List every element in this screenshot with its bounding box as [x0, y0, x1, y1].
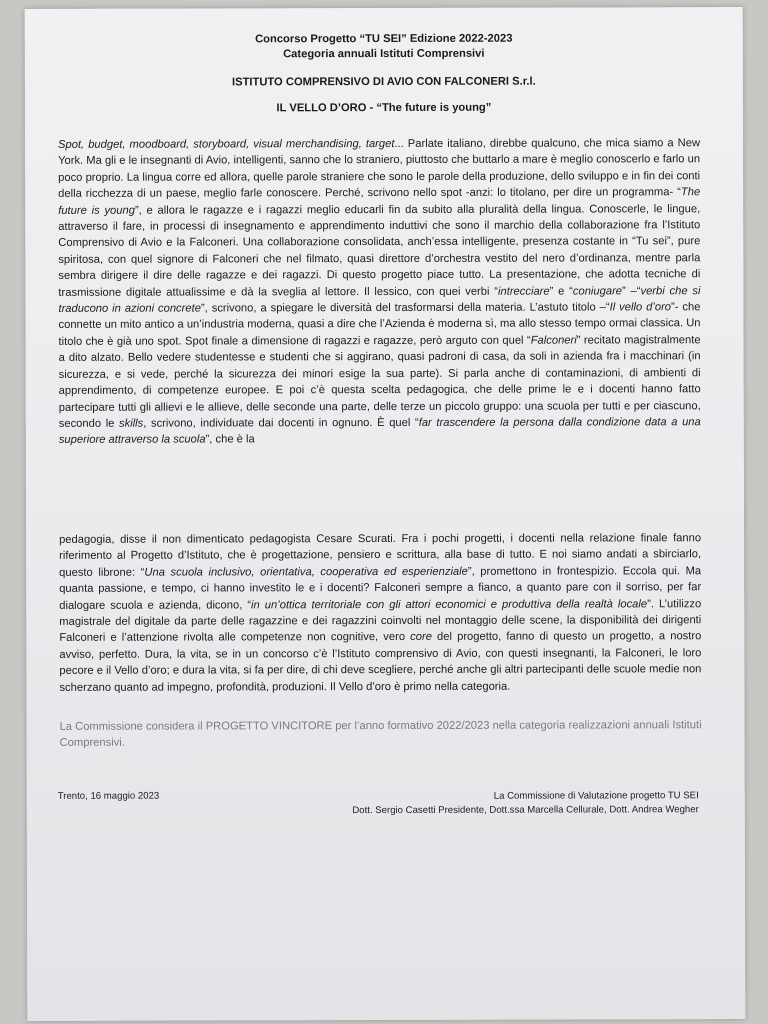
text-run: ”, che è la	[205, 433, 255, 446]
category-title: Categoria annuali Istituti Comprensivi	[283, 47, 485, 61]
document-header	[25, 31, 743, 115]
text-italic: Falconeri	[530, 334, 577, 347]
evaluation-paragraph-1	[58, 135, 701, 448]
text-italic: far trascendere la persona dalla condizione data a una superiore attraverso la scuola	[58, 416, 701, 447]
text-run: del progetto, fanno di questo un progetto, a nostro avviso, perfetto. Dura, la vita, se in un concorso c’è l’Istituto comprensivo di Avio, con questi insegnanti, la Falconeri, le loro pecore e il Vello d’oro; e dura la vita, si fa per dire, di chi deve scegliere, perché anche gli altri partecipanti delle scuole medie non scherzano quanto ad impegno, profondità, produzioni. Il Vello d’oro è primo nella categoria.	[59, 630, 702, 694]
text-italic: Spot, budget, moodboard, storyboard, visual merchandising, target	[58, 137, 395, 151]
competition-title: Concorso Progetto “TU SEI” Edizione 2022-2023	[255, 32, 513, 46]
document-date: Trento, 16 maggio 2023	[57, 790, 160, 802]
text-italic: The future is young	[58, 186, 701, 217]
committee-members: Dott. Sergio Casetti Presidente, Dott.ssa Marcella Cellurale, Dott. Andrea Wegher	[352, 804, 699, 817]
document-page	[25, 7, 746, 1021]
text-run: pedagogia, disse il non dimenticato pedagogista Cesare Scurati. Fra i pochi progetti, i docenti nella relazione finale fanno riferimento al Progetto d’Istituto, che è progettazione, pensiero e scrittura, alla base di tutto. E noi siamo andati a sbirciarlo, questo librone: “	[59, 532, 702, 579]
text-italic: coniugare	[572, 285, 623, 298]
commission-verdict: La Commissione considera il PROGETTO VINCITORE per l’anno formativo 2022/2023 nella categoria realizzazioni annuali Istituti Comprensivi.	[59, 719, 702, 750]
text-run: ” e “	[549, 285, 573, 298]
text-italic: verbi che si traducono in azioni concrete	[58, 284, 701, 315]
text-italic: intrecciare	[497, 285, 550, 298]
text-italic: in un’ottica territoriale con gli attori economici e produttiva della realtà locale	[251, 597, 648, 611]
school-name: ISTITUTO COMPRENSIVO DI AVIO CON FALCONERI S.r.l.	[231, 75, 536, 89]
text-run: , scrivono, individuate dai docenti in ognuno. È quel “	[143, 416, 419, 430]
committee-name: La Commissione di Valutazione progetto TU SEI	[493, 790, 699, 802]
signature-block	[352, 789, 699, 818]
text-run: ... Parlate italiano, direbbe qualcuno, che mica siamo a New York. Ma gli e le insegnanti di Avio, intelligenti, sanno che lo straniero, piuttosto che buttarlo a mare è meglio conoscerlo e farlo un poco proprio. La lingua corre ed allora, quelle parole straniere che sono le parole della produzione, dello sviluppo e in fin dei conti della ricchezza di un paese, meglio farle conoscere. Perché, scrivono nello spot -anzi: lo titolano, per dire un programma- “	[58, 137, 701, 201]
text-run: ”- che connette un mito antico a un’industria moderna, quasi a dire che l’Azienda è moderna sì, ma allo stesso tempo ormai classica. Un titolo che è già uno spot. Spot finale a dimensione di ragazzi e ragazze, però arguto con quel “	[58, 301, 701, 348]
text-run: ” –“	[621, 284, 641, 298]
text-italic: skills	[118, 417, 144, 430]
text-run: ”, e allora le ragazze e i ragazzi meglio educarli fin da subito alla pluralità della lingua. Conoscerle, le lingue, attraverso il fare, in processi di insegnamento e apprendimento induttivi che sono il marchio della collaborazione fra l’Istituto Comprensivo di Avio e la Falconeri. Una collaborazione consolidata, anch’essa intelligente, presenza costante in “Tu sei”, pure spiritosa, con quel signore di Falconeri che nel filmato, quasi direttore d’orchestra vestito del nero d’ordinanza, mentre parla sembra dirigere il dire delle ragazze e dei ragazzi. Di questo progetto piace tutto. La presentazione, che adotta tecniche di trasmissione digitale attualissime e dà la sveglia al lettore. Il lessico, con quei verbi “	[58, 202, 701, 299]
evaluation-paragraph-2	[59, 530, 701, 696]
text-run: ”, scrivono, a spiegare le diversità del trasformarsi della materia. L’astuto titolo –“	[200, 301, 610, 315]
project-title: IL VELLO D’ORO - “The future is young”	[276, 101, 492, 115]
text-italic: core	[410, 631, 432, 644]
text-italic: Una scuola inclusivo, orientativa, cooperativa ed esperienziale	[144, 565, 468, 579]
text-run: ” recitato magistralmente a dito alzato. Bello vedere studentesse e studenti che si aggirano, quasi padroni di casa, da soli in azienda fra i macchinari (in sicurezza, e si vede, perché la sicurezza dei minori esige la sua parte). Si parla anche di contaminazioni, di ambienti di apprendimento, di competenze europee. E poi c’è questa scelta pedagogica, che delle prime le e i docenti hanno fatto partecipare tutti gli allievi e le allieve, delle seconde una parte, delle terze un piccolo gruppo: una scuola per tutti e per ciascuno, secondo le	[58, 334, 701, 430]
text-italic: Il vello d’oro	[609, 301, 672, 314]
text-run: ”, promettono in frontespizio. Eccola qui. Ma quanta passione, e tempo, ci hanno investito le e i docenti? Falconeri sempre a fianco, a quanto pare con il sorriso, per far dialogare scuola e azienda, dicono, “	[59, 564, 702, 612]
text-run: ”. L’utilizzo magistrale del digitale da parte delle ragazzine e dei ragazzini coinvolti nel montaggio delle scene, la disponibilità dei dirigenti Falconeri e l’attenzione rivolta alle competenze non cognitive, vero	[59, 597, 702, 645]
